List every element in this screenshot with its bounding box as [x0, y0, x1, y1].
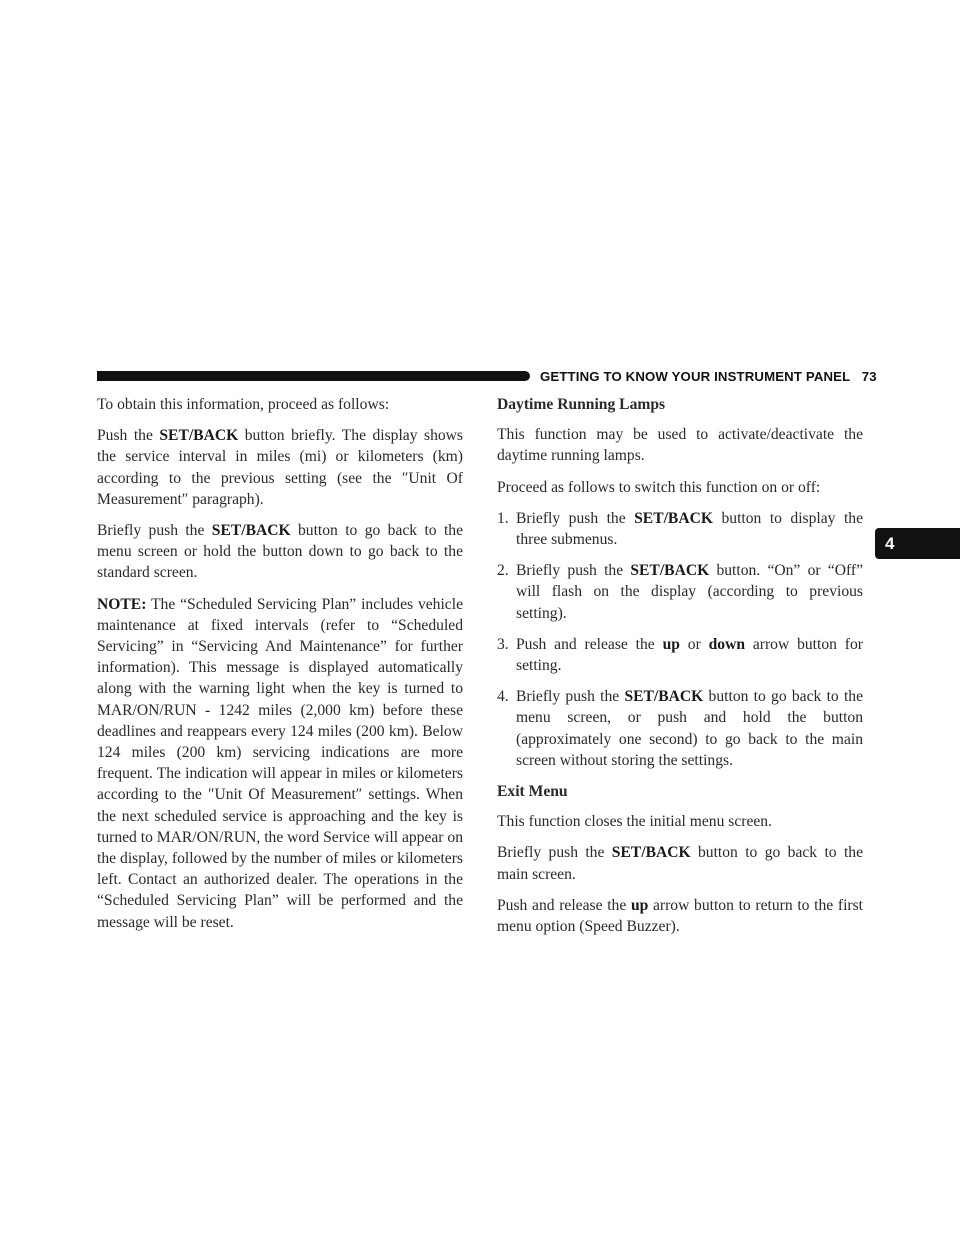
drl-heading: Daytime Running Lamps — [497, 396, 666, 413]
exit-menu-heading: Exit Menu — [497, 783, 568, 801]
left-column — [97, 394, 463, 943]
note-label: NOTE: — [97, 595, 147, 613]
set-back-term: SET/BACK — [159, 427, 239, 445]
right-column — [497, 394, 863, 947]
go-back-paragraph: Briefly push the SET/BACK button to go back to the menu screen or hold the button down to go back to the standard screen. — [97, 522, 463, 582]
list-item: 2. Briefly push the SET/BACK button. “On” or “Off” will flash on the display (according to previous setting). — [497, 562, 863, 622]
drl-instructions: Proceed as follows to switch this function on or off: — [497, 478, 821, 496]
page-number: 73 — [861, 369, 877, 384]
list-item: 4. Briefly push the SET/BACK button to go back to the menu screen, or push and hold the button (approximately one second) to go back to the main screen without storing the settings. — [497, 688, 863, 769]
running-header — [540, 369, 877, 384]
note-paragraph: NOTE: The “Scheduled Servicing Plan” includes vehicle maintenance at fixed intervals (refer to “Scheduled Servicing” in “Servicing And Maintenance” for further information). This message is displayed automatically along with the warning light when the key is turned to MAR/ON/RUN - 1242 miles (2,000 km) before these deadlines and reappears every 124 miles (200 km). Below 124 miles (200 km) servicing indications are more frequent. The indication will appear in miles or kilometers according to the ″Unit Of Measurement″ settings. When the next scheduled service is approaching and the key is turned to MAR/ON/RUN, the word Service will appear on the display, followed by the number of miles or kilometers left. Contact an authorized dealer. The operations in the “Scheduled Servicing Plan” will be performed and the message will be reset. — [97, 595, 463, 931]
exit-description: This function closes the initial menu screen. — [497, 813, 772, 831]
chapter-tab: 4 — [875, 528, 960, 559]
intro-paragraph: To obtain this information, proceed as follows: — [97, 396, 390, 413]
list-item: 3. Push and release the up or down arrow button for setting. — [497, 635, 863, 675]
list-item: 1. Briefly push the SET/BACK button to display the three submenus. — [497, 509, 864, 549]
drl-steps — [497, 508, 863, 771]
exit-go-back-paragraph: Briefly push the SET/BACK button to go back to the main screen. — [497, 844, 863, 883]
section-title: GETTING TO KNOW YOUR INSTRUMENT PANEL — [540, 369, 851, 384]
exit-return-paragraph: Push and release the up arrow button to return to the first menu option (Speed Buzzer). — [497, 896, 863, 936]
set-back-term: SET/BACK — [211, 522, 291, 540]
service-interval-paragraph: Push the SET/BACK button briefly. The display shows the service interval in miles (mi) or kilometers (km) according to the previous setting (see the ″Unit Of Measurement″ paragraph). — [97, 427, 464, 508]
drl-description: This function may be used to activate/deactivate the daytime running lamps. — [497, 426, 863, 465]
header-rule — [97, 371, 530, 381]
